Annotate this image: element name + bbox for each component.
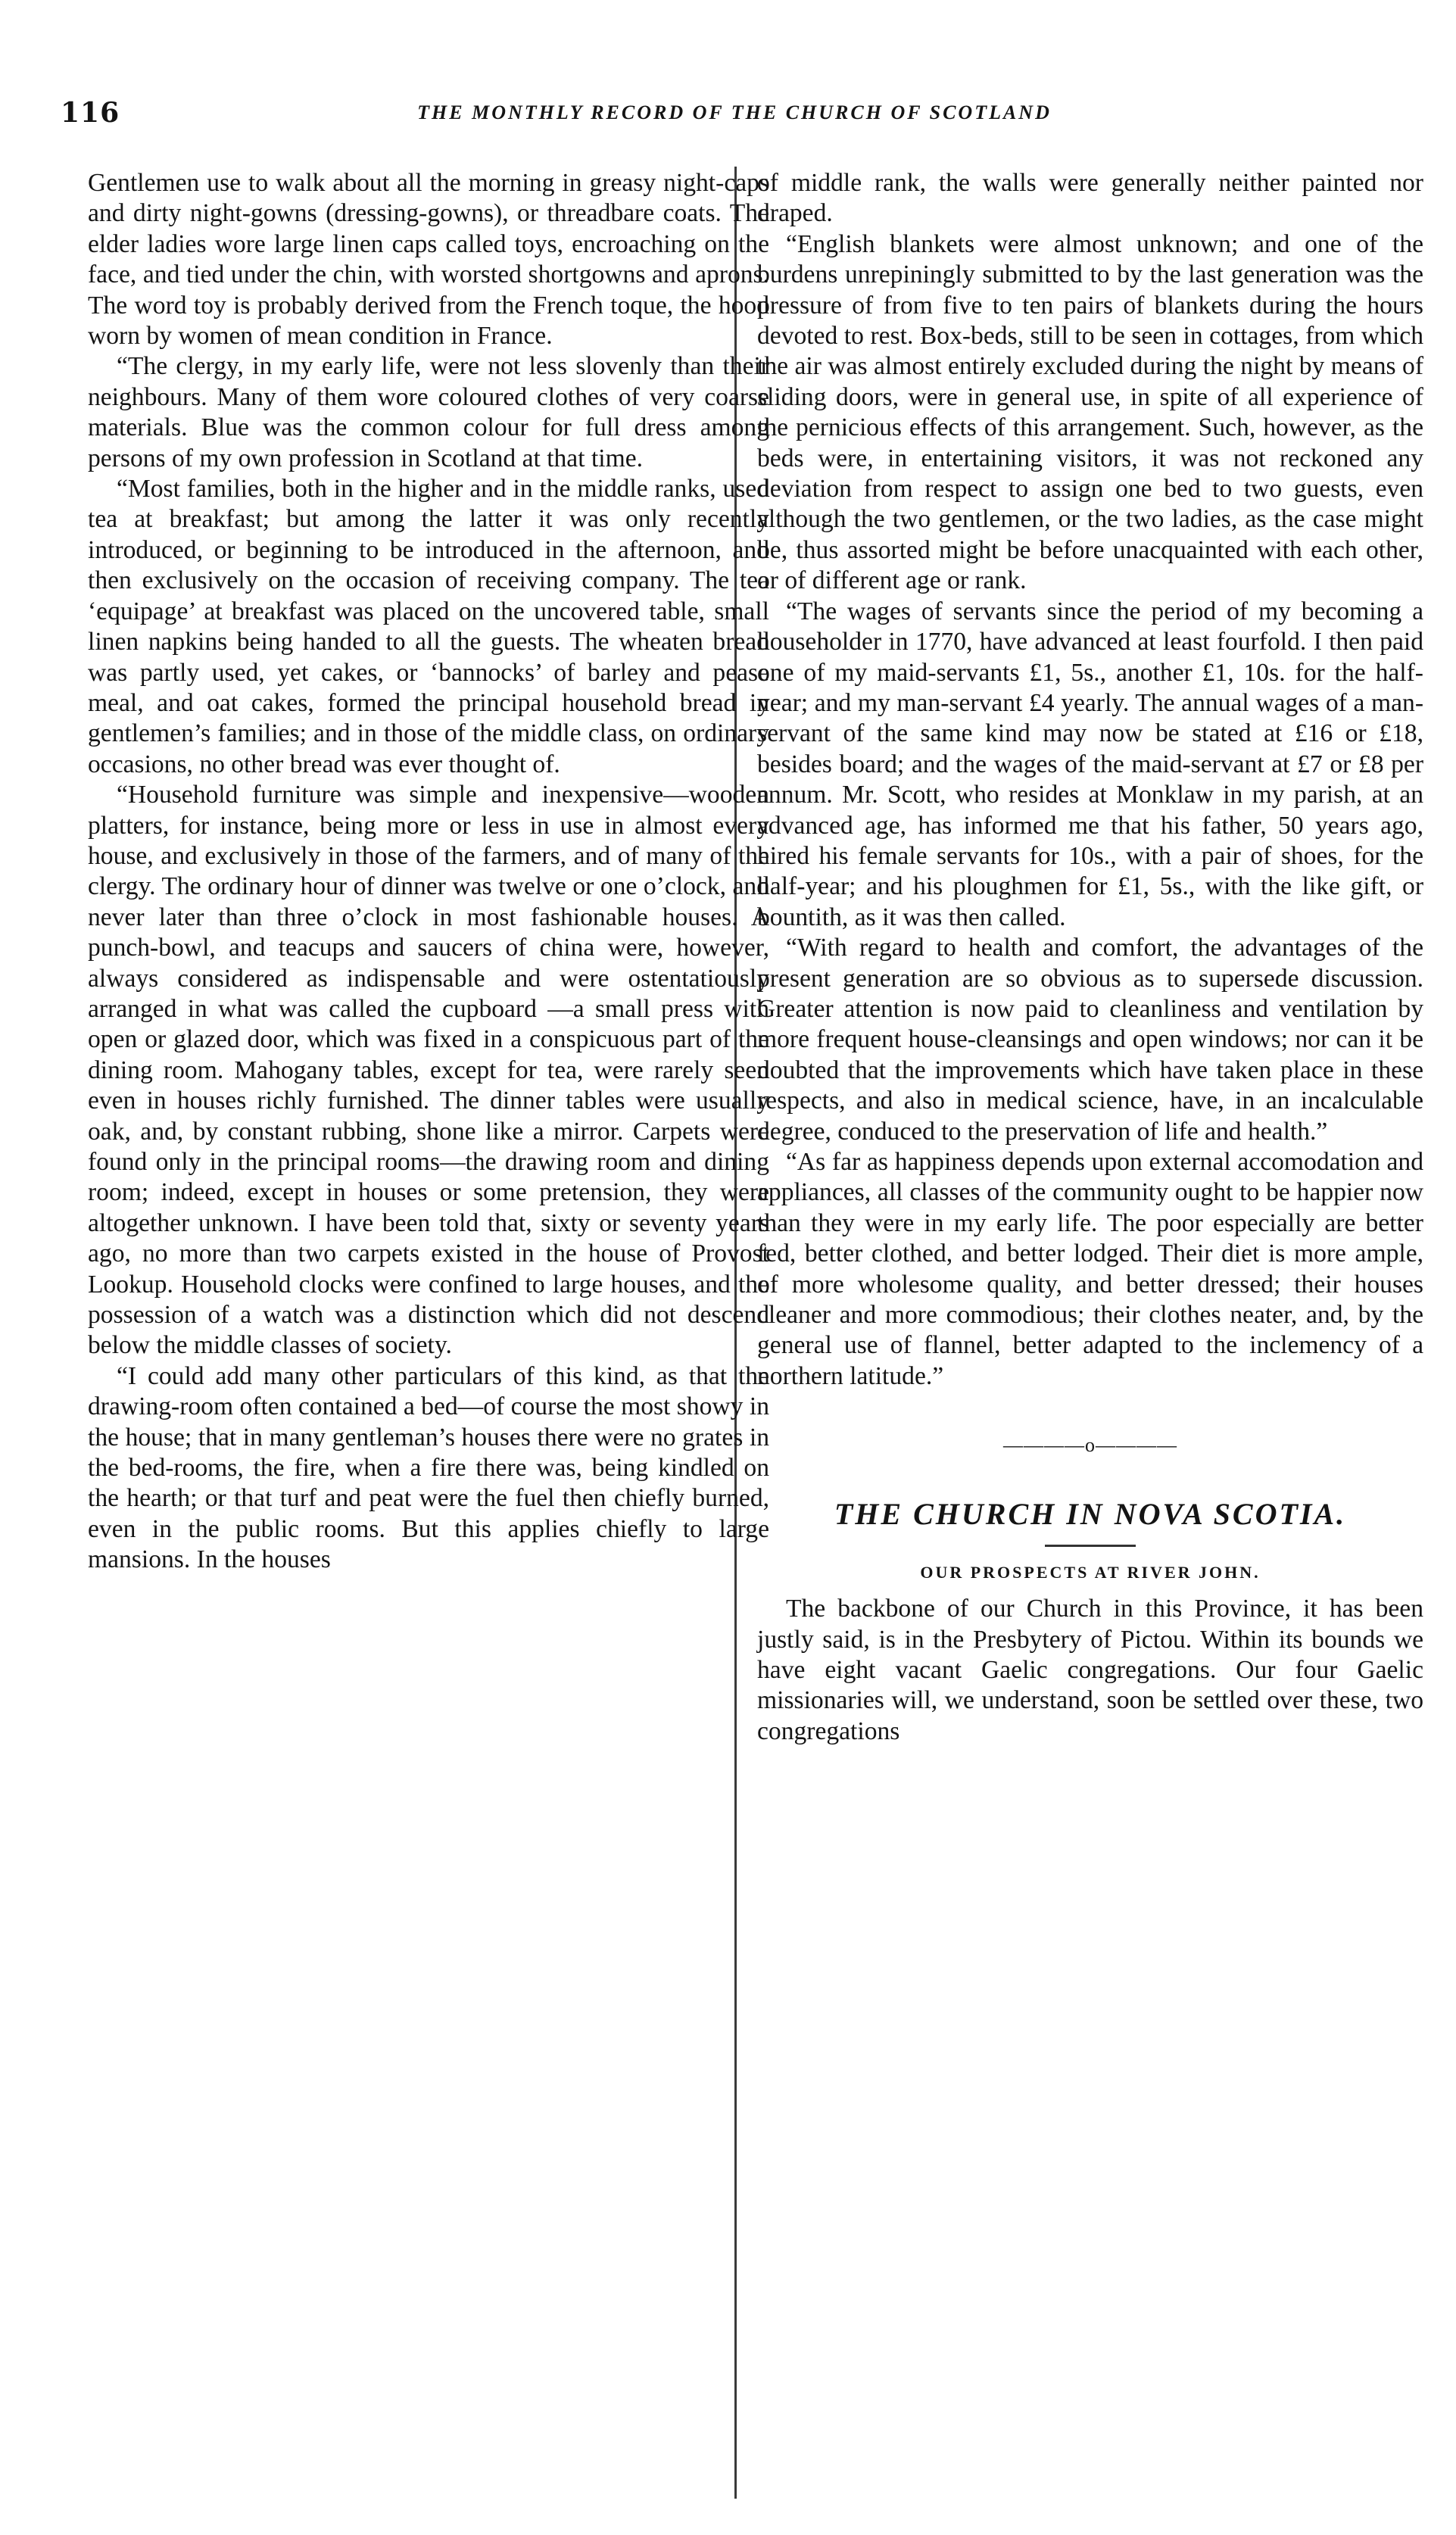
paragraph: “Household furniture was simple and inexpensive—wooden platters, for instance, being more or less in use in almost every house, and exclusively in those of the farmers, and of many of the clergy. The ordinary hour of dinner was twelve or one o’clock, and never later than three o’clock in most fashionable houses. A punch-bowl, and teacups and saucers of china were, however, always considered as indispensable and were ostentatiously arranged in what was called the cupboard —a small press with open or glazed door, which was fixed in a conspicuous part of the dining room. Mahogany tables, except for tea, were rarely seen even in houses richly furnished. The dinner tables were usually oak, and, by constant rubbing, shone like a mirror. Carpets were found only in the principal rooms—the drawing room and dining room; indeed, except in houses or some pretension, they were altogether unknown. I have been told that, sixty or seventy years ago, no more than two carpets existed in the house of Provost Lookup. Household clocks were confined to large houses, and the possession of a watch was a distinction which did not descend below the middle classes of society.: [88, 781, 769, 1360]
paragraph: “The clergy, in my early life, were not less slovenly than their neighbours. Many of them wore coloured clothes of very coarse materials. Blue was the common colour for full dress among persons of my own profession in Scotland at that time.: [88, 352, 769, 472]
paragraph: “Most families, both in the higher and in the middle ranks, used tea at breakfast; but among the latter it was only recently introduced, or beginning to be introduced in the afternoon, and then exclusively on the occasion of receiving company. The tea ‘equipage’ at breakfast was placed on the uncovered table, small linen napkins being handed to all the guests. The wheaten bread was partly used, yet cakes, or ‘bannocks’ of barley and pease meal, and oat cakes, formed the principal household bread in gentlemen’s families; and in those of the middle class, on ordinary occasions, no other bread was ever thought of.: [88, 475, 769, 778]
paragraph: “With regard to health and comfort, the advantages of the present generation are so obvious as to supersede discussion. Greater attention is now paid to cleanliness and ventilation by more frequent house-cleansings and open windows; nor can it be doubted that the improvements which have taken place in these respects, and also in medical science, have, in an incalculable degree, conduced to the preservation of life and health.”: [757, 934, 1423, 1146]
subsection-title: OUR PROSPECTS AT RIVER JOHN.: [920, 1563, 1261, 1582]
section-divider: ————o————: [1003, 1434, 1177, 1457]
paragraph: The backbone of our Church in this Province, it has been justly said, is in the Presbytery of Pictou. Within its bounds we have eight vacant Gaelic congregations. Our four Gaelic missionaries will, we understand, soon be settled over these, two congregations: [757, 1595, 1423, 1745]
title-rule: [1045, 1545, 1136, 1547]
paragraph: “The wages of servants since the period of my becoming a householder in 1770, have advanced at least fourfold. I then paid one of my maid-servants £1, 5s., another £1, 10s. for the half-year; and my man-servant £4 yearly. The annual wages of a man-servant of the same kind may now be stated at £16 or £18, besides board; and the wages of the maid-servant at £7 or £8 per annum. Mr. Scott, who resides at Monklaw in my parish, at an advanced age, has informed me that his father, 50 years ago, hired his female servants for 10s., with a pair of shoes, for the half-year; and his ploughmen for £1, 5s., with the like gift, or bountith, as it was then called.: [757, 597, 1423, 931]
left-column: [88, 168, 769, 1576]
running-head: THE MONTHLY RECORD OF THE CHURCH OF SCOTLAND: [417, 101, 1052, 123]
section-title: THE CHURCH IN NOVA SCOTIA.: [834, 1497, 1347, 1532]
paragraph: “I could add many other particulars of this kind, as that the drawing-room often contained a bed—of course the most showy in the house; that in many gentleman’s houses there were no grates in the bed-rooms, the fire, when a fire there was, being kindled on the hearth; or that turf and peat were the fuel then chiefly burned, even in the public rooms. But this applies chiefly to large mansions. In the houses: [88, 1361, 769, 1574]
page-header: [61, 94, 1417, 130]
paragraph: “As far as happiness depends upon external accomodation and appliances, all classes of the community ought to be happier now than they were in my early life. The poor especially are better fed, better clothed, and better lodged. Their diet is more ample, of more wholesome quality, and better dressed; their houses cleaner and more commodious; their clothes neater, and, by the general use of flannel, better adapted to the inclemency of a northern latitude.”: [757, 1148, 1423, 1390]
paragraph: “English blankets were almost unknown; and one of the burdens unrepiningly submitted to by the last generation was the pressure of from five to ten pairs of blankets during the hours devoted to rest. Box-beds, still to be seen in cottages, from which the air was almost entirely excluded during the night by means of sliding doors, were in general use, in spite of all experience of the pernicious effects of this arrangement. Such, however, as the beds were, in entertaining visitors, it was not reckoned any deviation from respect to assign one bed to two guests, even although the two gentlemen, or the two ladies, as the case might be, thus assorted might be before unacquainted with each other, or of different age or rank.: [757, 229, 1423, 595]
right-column: [757, 168, 1423, 1747]
page-number: 116: [61, 97, 120, 129]
paragraph: Gentlemen use to walk about all the morning in greasy night-caps and dirty night-gowns (dressing-gowns), or threadbare coats. The elder ladies wore large linen caps called toys, encroaching on the face, and tied under the chin, with worsted shortgowns and aprons. The word toy is probably derived from the French toque, the hood worn by women of mean condition in France.: [88, 169, 769, 351]
paragraph: of middle rank, the walls were generally neither painted nor draped.: [757, 169, 1423, 228]
